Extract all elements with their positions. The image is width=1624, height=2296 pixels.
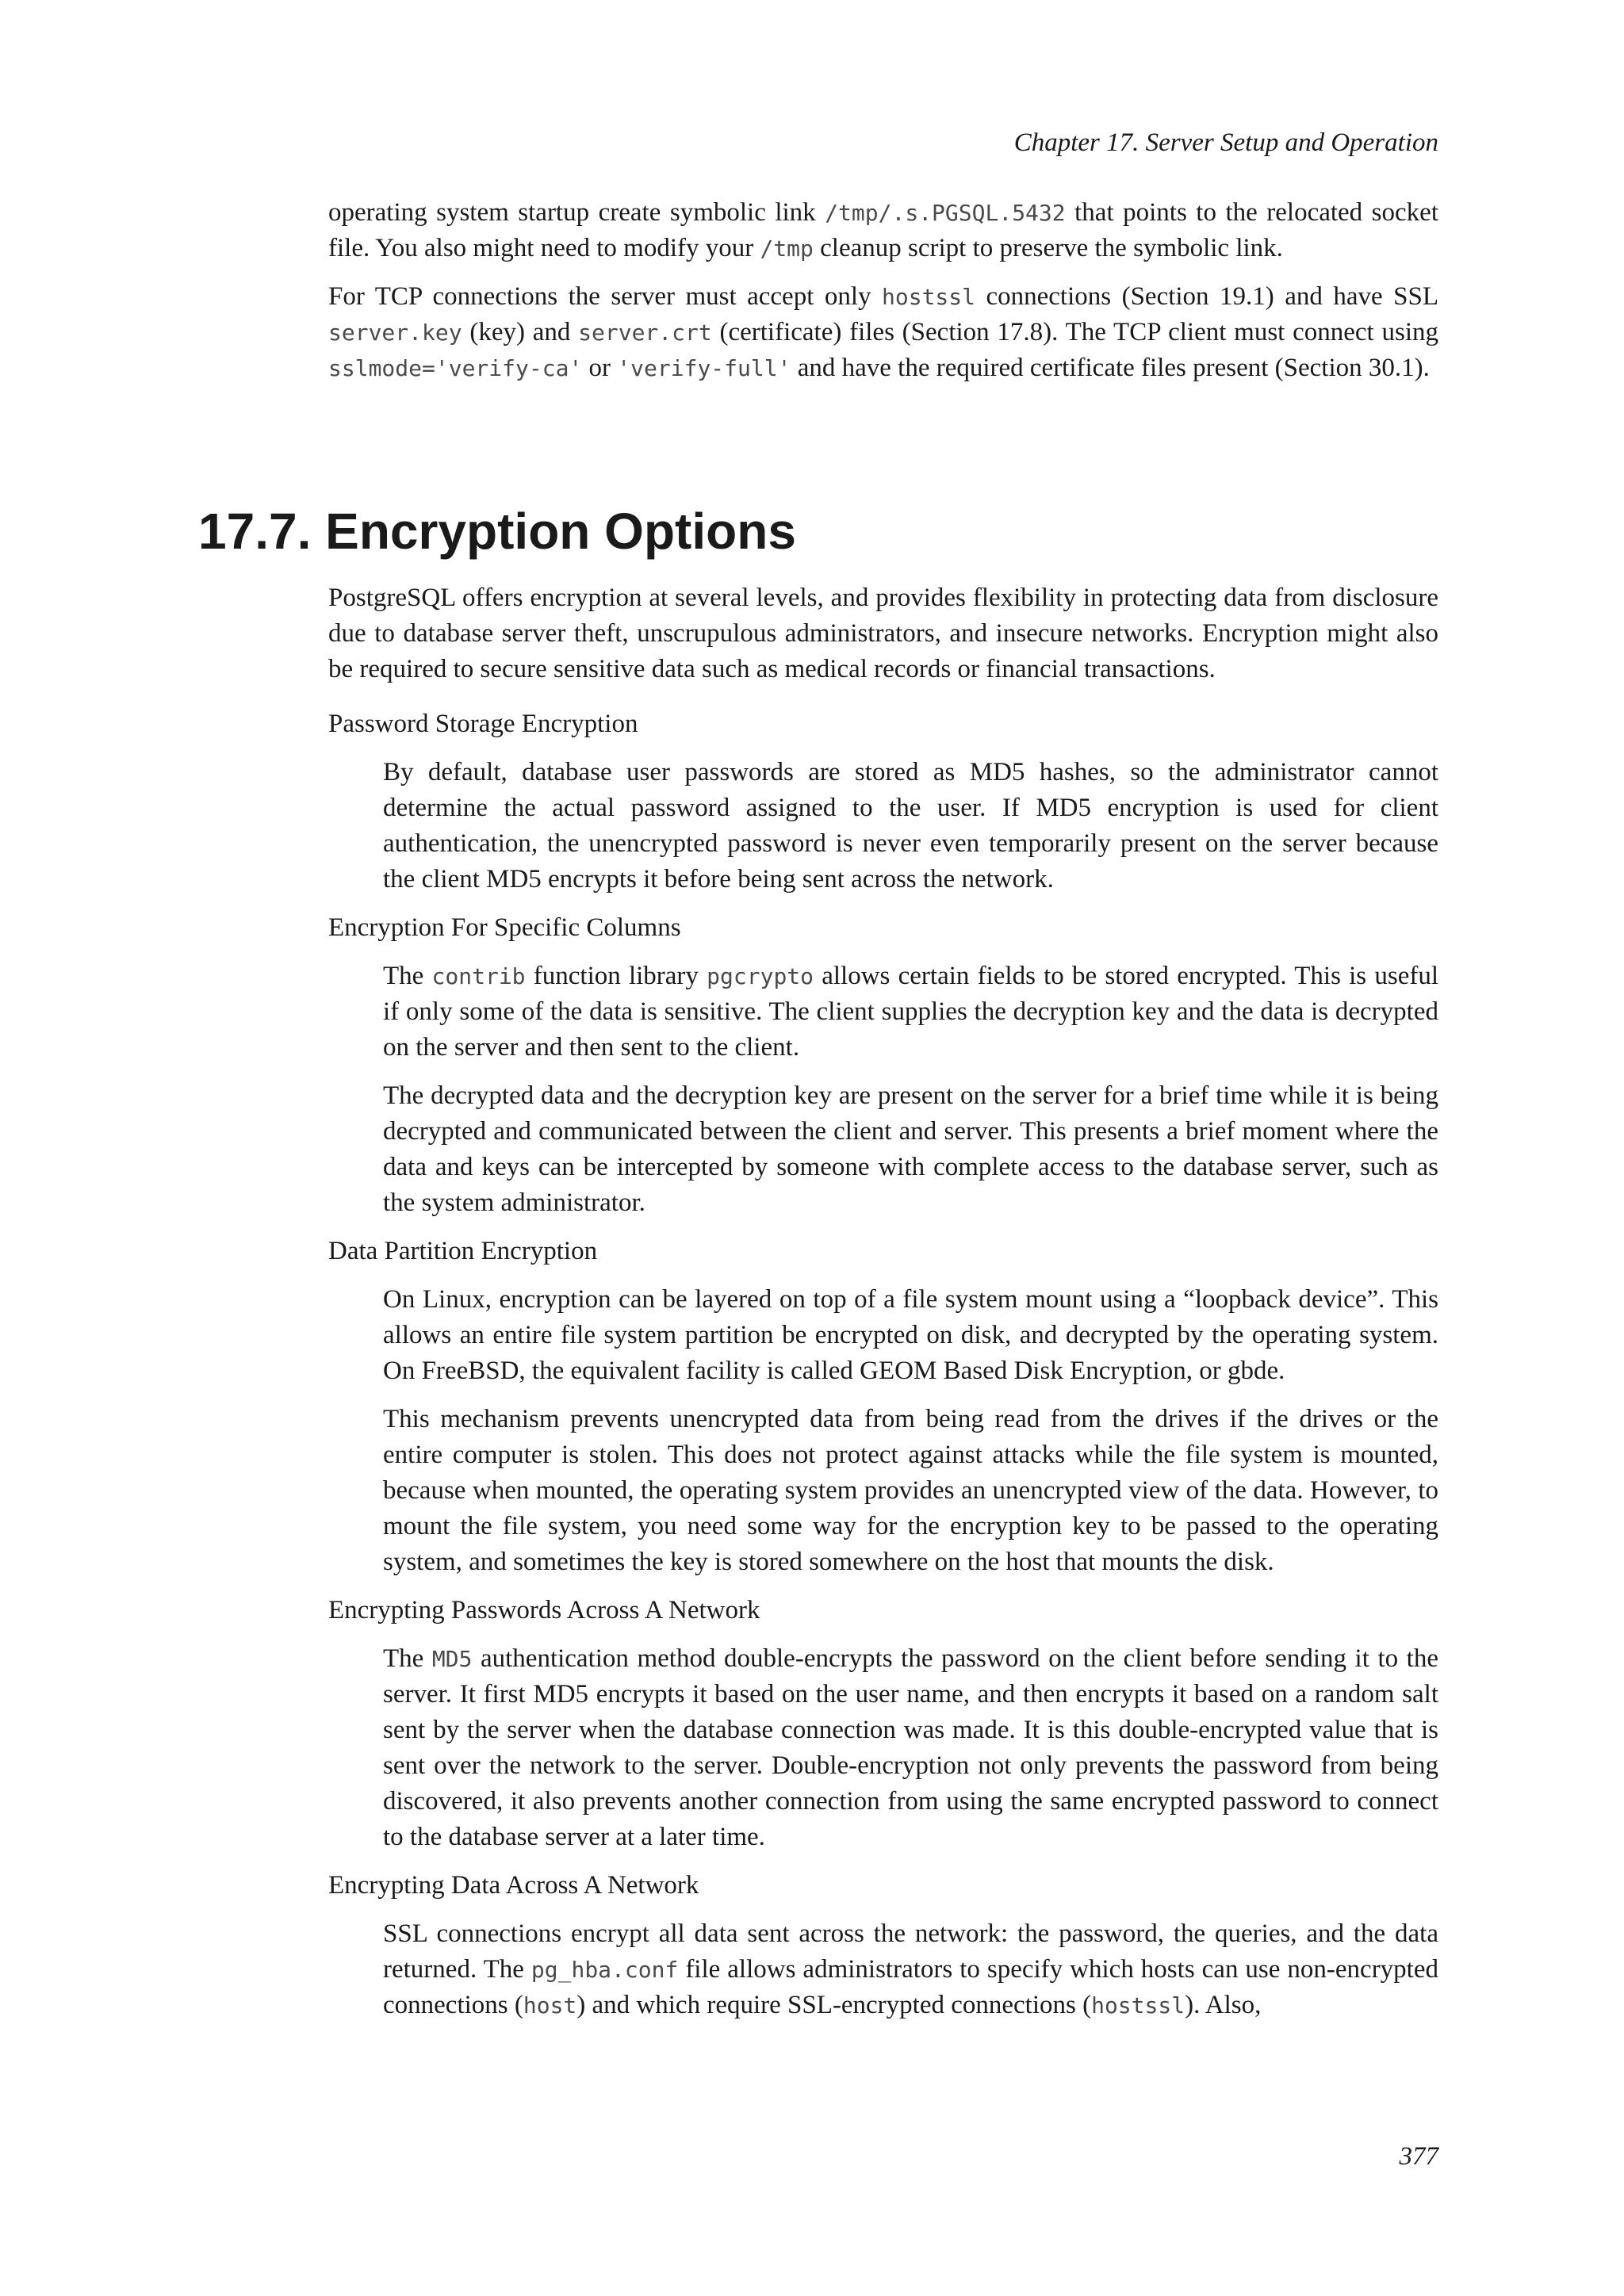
text-run: allows certain fields to be stored encrypted. This is useful if only some of the data is sensitive. The client supplies the decryption key and the data is decrypted on the server and then sent to the client. (383, 962, 1439, 1062)
code-hostssl: hostssl (1091, 1992, 1185, 2019)
intro-paragraph-socket (328, 195, 1438, 266)
text-run: connections (Section 19.1) and have SSL (975, 282, 1438, 311)
definition-passwords-network (383, 1641, 1438, 1855)
term-passwords-network: Encrypting Passwords Across A Network (328, 1596, 760, 1624)
text-run: For TCP connections the server must accept only (328, 282, 882, 311)
intro-text (328, 195, 1438, 386)
entry-password-storage (328, 706, 1438, 897)
text-run: operating system startup create symbolic link (328, 198, 825, 227)
definition-password-storage (383, 755, 1438, 897)
text-run: The (383, 1644, 432, 1673)
text-run: cleanup script to preserve the symbolic link. (813, 234, 1283, 262)
definition-data-network (383, 1916, 1438, 2023)
entry-passwords-network (328, 1593, 1438, 1855)
code-md5: MD5 (431, 1646, 473, 1672)
definition-paragraph (383, 1641, 1438, 1855)
section-lead-paragraph: PostgreSQL offers encryption at several levels, and provides flexibility in protecting data from disclosure due to database server theft, unscrupulous administrators, and insecure networks. Encryption might also be required to secure sensitive data such as medical records or financial transactions. (328, 584, 1438, 683)
definition-data-partition (383, 1282, 1438, 1580)
definition-paragraph (383, 959, 1438, 1066)
section-body (328, 580, 1438, 2036)
code-pgcrypto: pgcrypto (707, 963, 814, 989)
text-run: ) and which require SSL-encrypted connections ( (576, 1991, 1092, 2019)
term-data-network: Encrypting Data Across A Network (328, 1871, 699, 1900)
entry-data-network (328, 1868, 1438, 2023)
text-run: ). Also, (1185, 1991, 1262, 2019)
definition-paragraph: This mechanism prevents unencrypted data from being read from the drives if the drives or the entire computer is stolen. This does not protect against attacks while the file system is mounted, because when mounted, the operating system provides an unencrypted view of the data. However, to mount the file system, you need some way for the encryption key to be passed to the operating system, and sometimes the key is stored somewhere on the host that mounts the disk. (383, 1405, 1438, 1576)
entry-data-partition (328, 1234, 1438, 1580)
code-verify-full: 'verify-full' (617, 355, 791, 381)
text-run: The (383, 962, 432, 990)
code-contrib: contrib (431, 963, 526, 989)
code-server-crt: server.crt (578, 320, 712, 346)
text-run: SSL connections encrypt all data sent across the network: the password, the queries, and the data returned. The (383, 1919, 1438, 1984)
page-number: 377 (1399, 2142, 1438, 2171)
code-pg-hba-conf: pg_hba.conf (530, 1957, 679, 1983)
section-title: 17.7. Encryption Options (198, 503, 796, 560)
definition-paragraph: The decrypted data and the decryption key are present on the server for a brief time while it is being decrypted and communicated between the client and server. This presents a brief moment where the data and keys can be intercepted by someone with complete access to the database server, such as the system administrator. (383, 1081, 1438, 1217)
text-run: authentication method double-encrypts the password on the client before sending it to the server. It first MD5 encrypts it based on the user name, and then encrypts it based on a random salt sent by the server when the database connection was made. It is this double-encrypted value that is sent over the network to the server. Double-encryption not only prevents the password from being discovered, it also prevents another connection from using the same encrypted password to connect to the database server at a later time. (383, 1644, 1438, 1851)
text-run: (certificate) files (Section 17.8). The TCP client must connect using (711, 318, 1438, 346)
text-run: that points to the relocated socket file. You also might need to modify your (328, 198, 1438, 262)
code-tmp: /tmp (760, 235, 814, 262)
definition-paragraph (383, 1916, 1438, 2023)
code-hostssl: hostssl (882, 284, 976, 310)
definition-specific-columns (383, 959, 1438, 1221)
definition-paragraph: On Linux, encryption can be layered on top of a file system mount using a “loopback device”. This allows an entire file system partition be encrypted on disk, and decrypted by the operating system. On FreeBSD, the equivalent facility is called GEOM Based Disk Encryption, or gbde. (383, 1285, 1438, 1385)
entry-specific-columns (328, 910, 1438, 1221)
term-specific-columns: Encryption For Specific Columns (328, 913, 681, 942)
text-run: (key) and (462, 318, 579, 346)
definition-paragraph: By default, database user passwords are stored as MD5 hashes, so the administrator cannot determine the actual password assigned to the user. If MD5 encryption is used for client authentication, the unencrypted password is never even temporarily present on the server because the client MD5 encrypts it before being sent across the network. (383, 758, 1438, 894)
code-server-key: server.key (328, 320, 462, 346)
text-run: function library (525, 962, 707, 990)
text-run: and have the required certificate files present (Section 30.1). (791, 354, 1430, 382)
code-host: host (523, 1992, 577, 2019)
code-socket-link: /tmp/.s.PGSQL.5432 (825, 200, 1066, 226)
code-sslmode: sslmode='verify-ca' (328, 355, 583, 381)
text-run: file allows administrators to specify which hosts can use non-encrypted connections ( (383, 1955, 1439, 2019)
running-header: Chapter 17. Server Setup and Operation (1013, 128, 1438, 157)
term-data-partition: Data Partition Encryption (328, 1237, 598, 1265)
intro-paragraph-tcp (328, 279, 1438, 386)
text-run: or (582, 354, 618, 382)
term-password-storage: Password Storage Encryption (328, 710, 638, 738)
